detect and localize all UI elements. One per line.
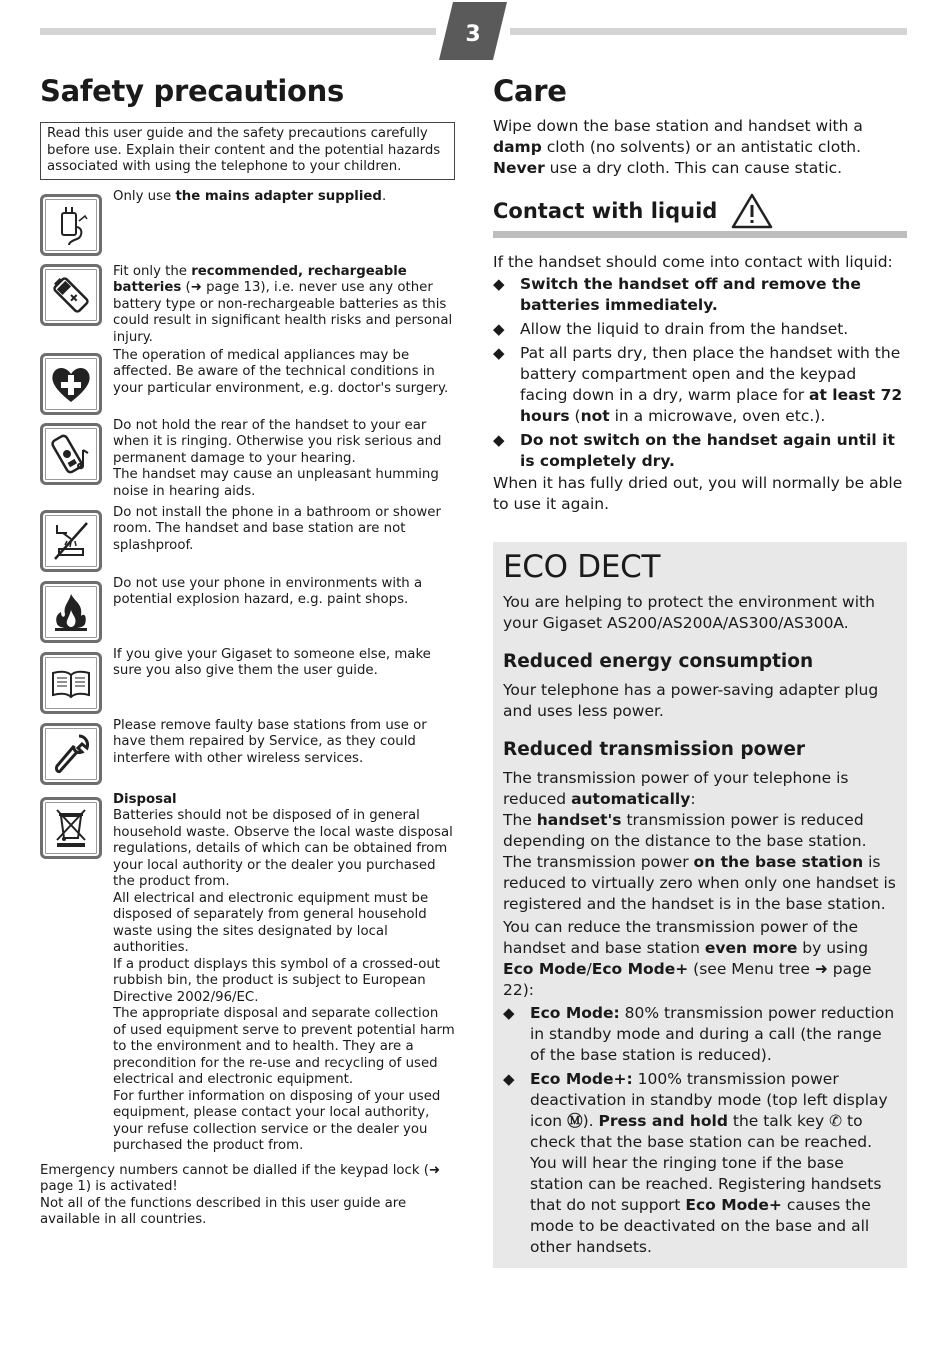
liquid-title: Contact with liquid (493, 199, 718, 223)
list-item: ◆ Eco Mode+: 100% transmission power deactivation in standby mode (top left display icon Ⓜ). Press and hold the talk key ✆ to check that the base station can be reached. You will hear the ringing tone if the base station can be reached. Registering handsets that do not support Eco Mode+ causes the mode to be deactivated on the base and all other handsets. (503, 1069, 897, 1258)
liquid-steps (493, 274, 907, 472)
talk-key-icon: ✆ (829, 1112, 843, 1130)
handset-ear-icon (40, 423, 102, 485)
eco-mode-list (503, 1003, 897, 1258)
list-item (40, 347, 455, 423)
list-item: ◆ Pat all parts dry, then place the handset with the battery compartment open and the keypad facing down in a dry, warm place for at least 72 hours (not in a microwave, oven etc.). (493, 343, 907, 427)
list-item (40, 264, 455, 353)
safety-intro-box: Read this user guide and the safety precautions carefully before use. Explain their content and the potential hazards associated with using the telephone to your children. (40, 122, 455, 180)
list-item: ◆ Switch the handset off and remove the batteries immediately. (493, 274, 907, 316)
transmission-text-3: You can reduce the transmission power of the handset and base station even more by using Eco Mode/Eco Mode+ (see Menu tree ➜ page 22): (503, 918, 872, 999)
disposal-heading: Disposal (113, 791, 177, 807)
power-adapter-icon (40, 194, 102, 256)
list-item: ◆ Allow the liquid to drain from the handset. (493, 319, 907, 340)
energy-text: Your telephone has a power-saving adapter plug and uses less power. (503, 681, 879, 720)
list-item (40, 417, 455, 510)
transmission-text-1: The transmission power of your telephone is reduced automatically: (503, 769, 849, 808)
emergency-note: Emergency numbers cannot be dialled if the keypad lock (➜ page 1) is activated! (40, 1162, 441, 1194)
safety-column (40, 70, 455, 1229)
wrench-icon (40, 723, 102, 785)
crossed-bin-icon (40, 797, 102, 859)
safety-footer (40, 1163, 455, 1229)
battery-icon (40, 264, 102, 326)
care-text: Wipe down the base station and handset with a damp cloth (no solvents) or an antistatic cloth. Never use a dry cloth. This can cause static. (493, 117, 863, 177)
list-item (40, 791, 455, 1155)
liquid-heading-row (493, 193, 907, 238)
wrench-text: Please remove faulty base stations from use or have them repaired by Service, as they could interfere with other wireless services. (113, 717, 427, 766)
header-rule-right (510, 28, 907, 35)
list-item (40, 646, 455, 723)
book-text: If you give your Gigaset to someone else, make sure you also give them the user guide. (113, 646, 431, 678)
explosion-flame-icon (40, 581, 102, 643)
user-guide-book-icon (40, 652, 102, 714)
care-column (493, 70, 907, 1268)
functions-note: Not all of the functions described in this user guide are available in all countries. (40, 1195, 407, 1227)
explosion-text: Do not use your phone in environments with a potential explosion hazard, e.g. paint shops. (113, 575, 423, 607)
safety-title: Safety precautions (40, 74, 344, 108)
liquid-outro: When it has fully dried out, you will normally be able to use it again. (493, 474, 903, 513)
disposal-text: Disposal Batteries should not be disposed of in general household waste. Observe the local waste disposal regulations, details of which can be obtained from your local authority or the dealer you purchased the product from. All electrical and electronic equipment must be disposed of separately from general household waste using the sites designated by local authorities. If a product displays this symbol of a crossed-out rubbish bin, the product is subject to European Directive 2002/96/EC. The appropriate disposal and separate collection of used equipment serve to prevent potential harm to the environment and to health. They are a precondition for the re-use and recycling of used electrical and electronic equipment. For further information on disposing of your used equipment, please contact your local authority, your refuse collection service or the dealer you purchased the product from. (113, 791, 455, 1153)
eco-title: ECO DECT (503, 549, 661, 585)
list-item: ◆ Eco Mode: 80% transmission power reduction in standby mode and during a call (the range of the base station is reduced). (503, 1003, 897, 1066)
adapter-text: Only use the mains adapter supplied. (113, 188, 387, 204)
list-item: ◆ Do not switch on the handset again until it is completely dry. (493, 430, 907, 472)
eco-intro: You are helping to protect the environment with your Gigaset AS200/AS200A/AS300/AS300A. (503, 593, 875, 632)
safety-list (40, 188, 455, 1155)
care-title: Care (493, 74, 567, 108)
eco-dect-box (493, 542, 907, 1268)
eco-display-icon: Ⓜ (567, 1112, 583, 1130)
energy-heading: Reduced energy consumption (503, 651, 814, 672)
liquid-intro: If the handset should come into contact with liquid: (493, 253, 893, 271)
warning-triangle-icon (731, 193, 773, 229)
medical-heart-icon (40, 353, 102, 415)
no-shower-icon (40, 510, 102, 572)
header-rule-left (40, 28, 436, 35)
medical-text: The operation of medical appliances may be affected. Be aware of the technical conditions in your particular environment, e.g. doctor's surgery. (113, 347, 449, 396)
shower-text: Do not install the phone in a bathroom or shower room. The handset and base station are not splashproof. (113, 504, 441, 553)
liquid-section (493, 252, 907, 515)
list-item (40, 575, 455, 652)
list-item (40, 188, 455, 264)
list-item (40, 504, 455, 581)
handset-ear-text: Do not hold the rear of the handset to your ear when it is ringing. Otherwise you risk serious and permanent damage to your hearing. The handset may cause an unpleasant humming noise in hearing aids. (113, 417, 442, 499)
transmission-text-2: The handset's transmission power is reduced depending on the distance to the base station. The transmission power on the base station is reduced to virtually zero when only one handset is registered and the handset is in the base station. (503, 811, 896, 913)
battery-text: Fit only the recommended, rechargeable batteries (➜ page 13), i.e. never use any other battery type or non-rechargeable batteries as this could result in significant health risks and personal injury. (113, 263, 453, 345)
transmission-heading: Reduced transmission power (503, 739, 806, 760)
list-item (40, 717, 455, 797)
page-number-tab (439, 2, 507, 60)
page-number: 3 (465, 22, 481, 47)
